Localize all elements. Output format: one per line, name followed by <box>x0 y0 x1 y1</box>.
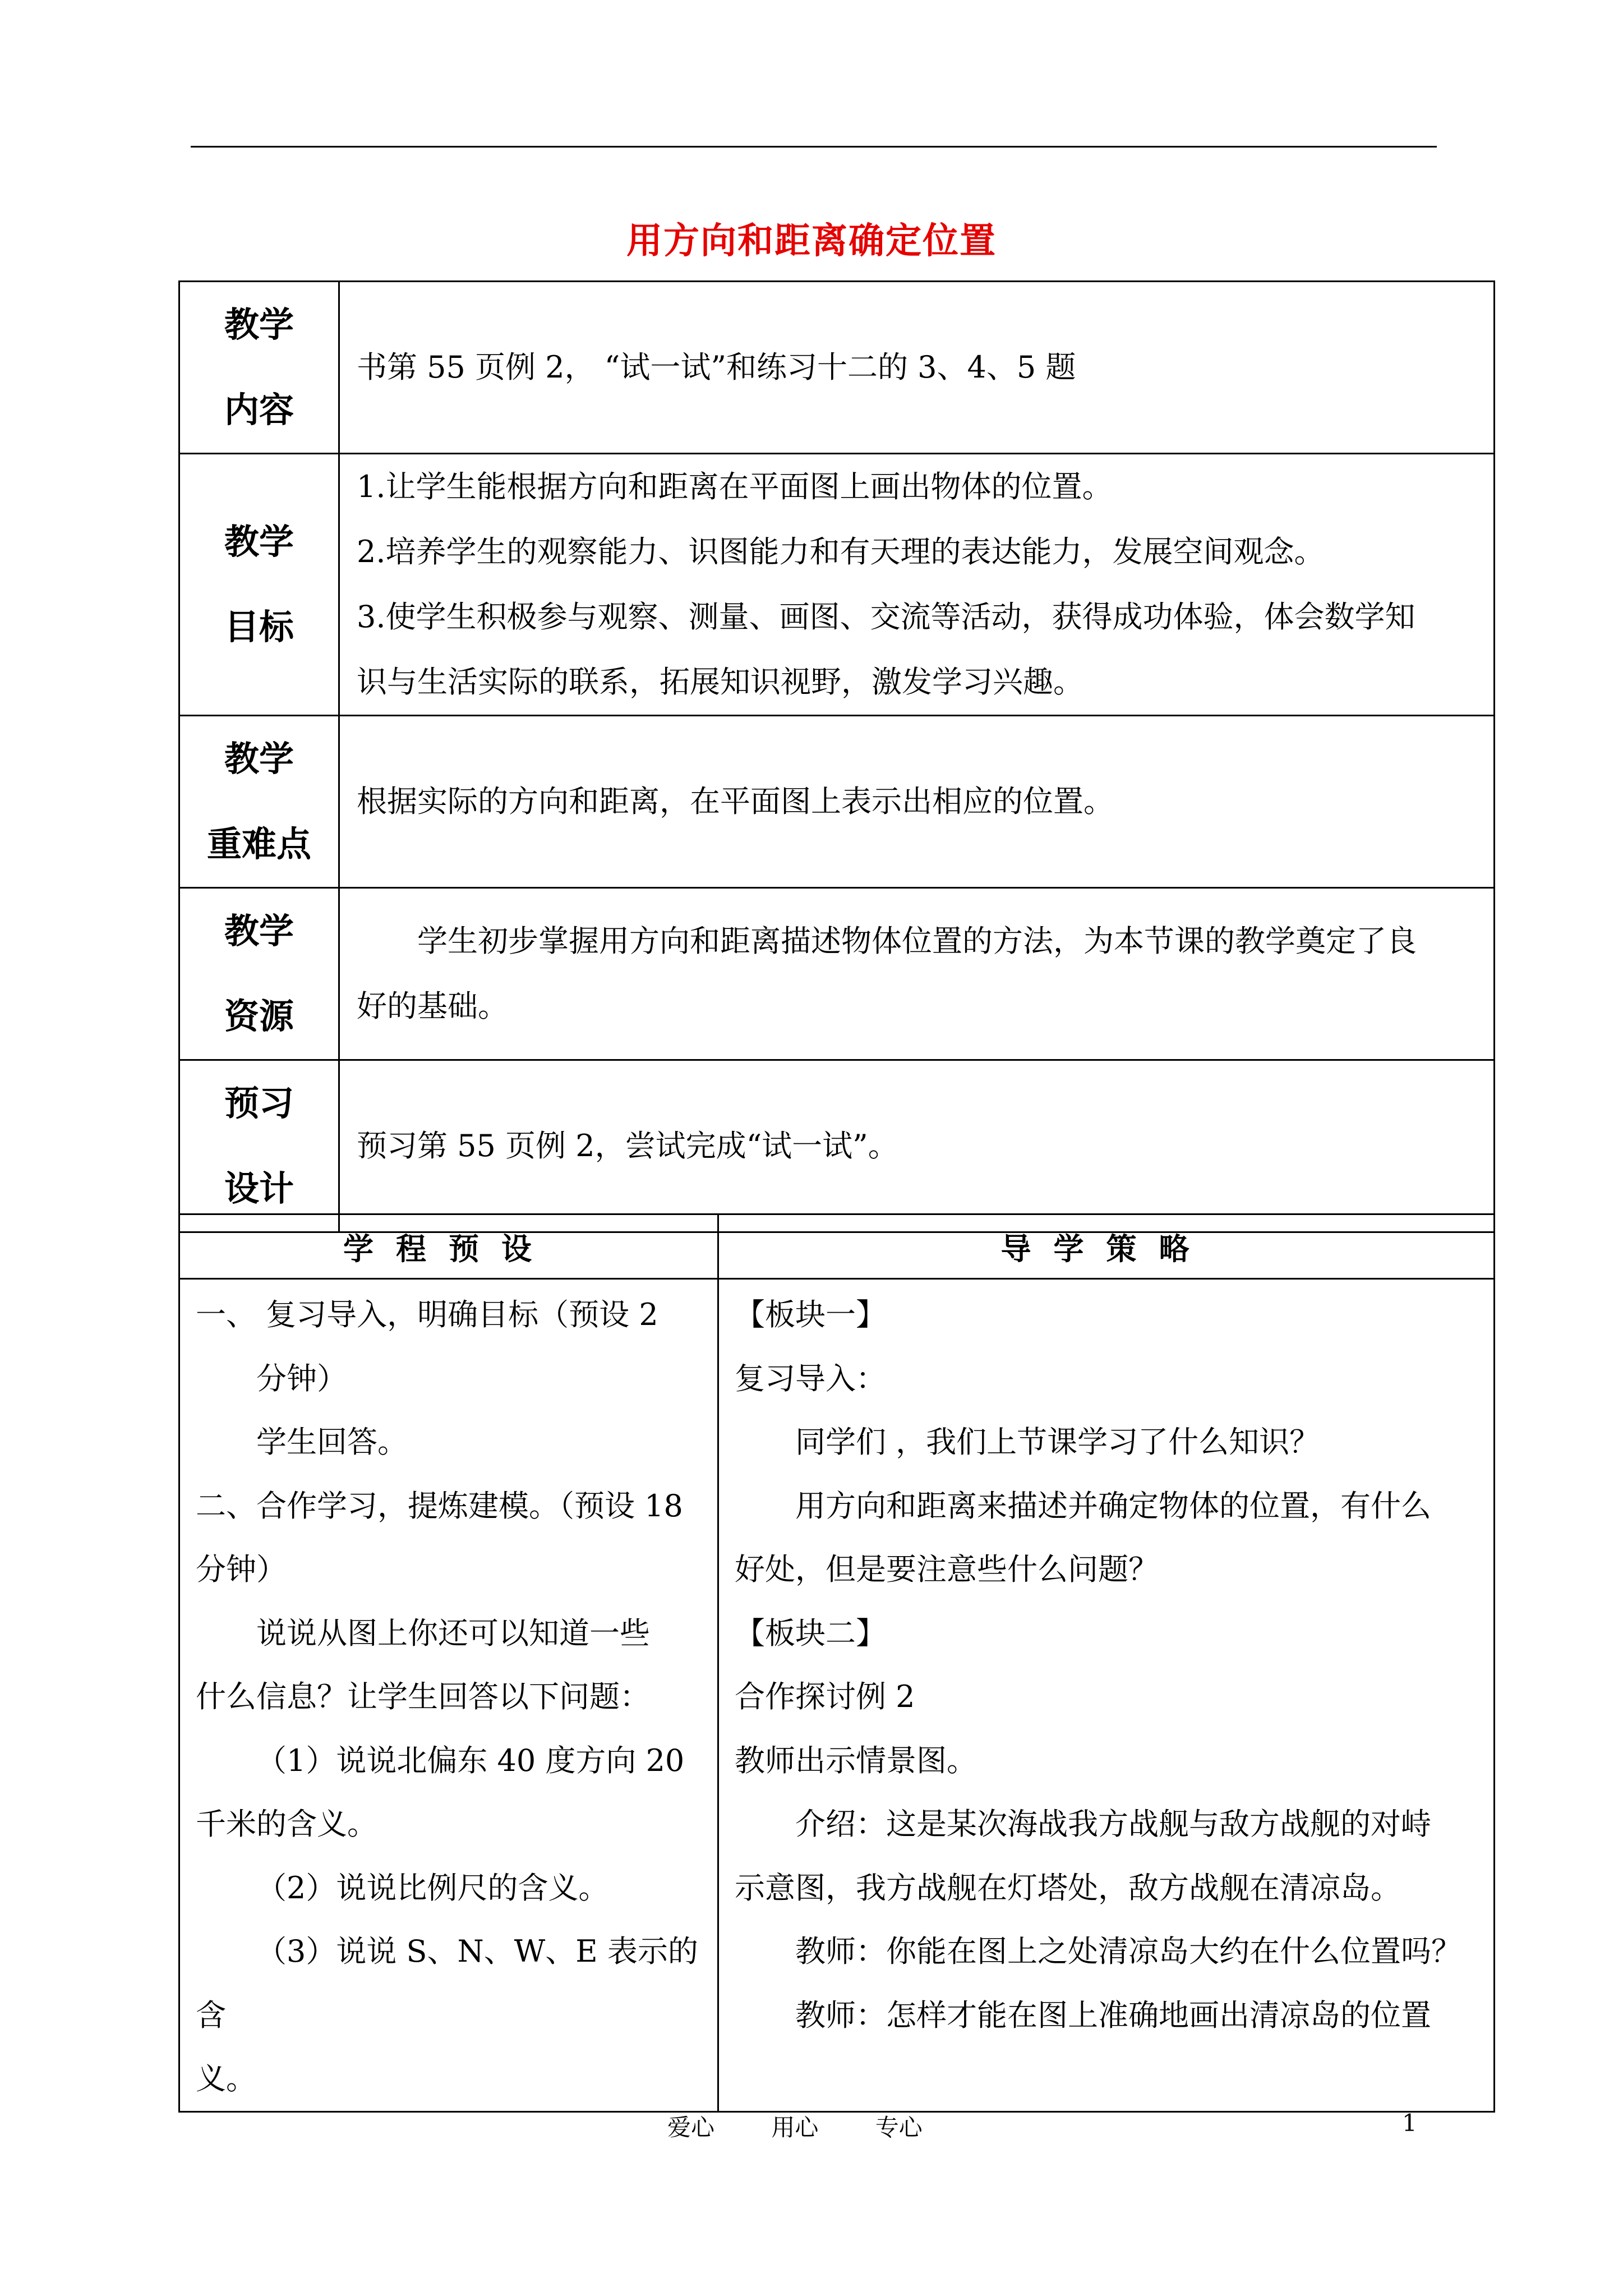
text-line: 一、 复习导入，明确目标（预设 2 <box>196 1297 658 1332</box>
motto-word: 专心 <box>875 2114 923 2141</box>
row-label-line: 教学 <box>224 521 294 562</box>
text-line: （1）说说北偏东 40 度方向 20 <box>256 1742 685 1778</box>
row-content <box>339 282 1495 454</box>
text-line: 什么信息？让学生回答以下问题： <box>196 1679 650 1714</box>
content-line: 学生初步掌握用方向和距离描述物体位置的方法，为本节课的教学奠定了良 <box>417 923 1417 959</box>
text-line: 示意图，我方战舰在灯塔处，敌方战舰在清凉岛。 <box>735 1870 1401 1906</box>
motto-word: 爱心 <box>667 2114 715 2141</box>
content-line: 书第 55 页例 2， “试一试”和练习十二的 3、4、5 题 <box>357 349 1076 385</box>
left-column-header: 学程预设 <box>179 1214 718 1279</box>
row-label-line: 教学 <box>224 304 294 345</box>
info-row-content <box>179 282 1495 454</box>
left-column-body <box>179 1279 718 2112</box>
content-line: 预习第 55 页例 2，尝试完成“试一试”。 <box>357 1128 898 1163</box>
row-label-line: 重难点 <box>206 823 311 864</box>
info-row-resources <box>179 888 1495 1060</box>
row-label-line: 目标 <box>224 606 294 647</box>
text-line: （3）说说 S、N、W、E 表示的含 <box>196 1934 698 2033</box>
text-line: 义。 <box>196 2061 256 2096</box>
right-column-body <box>718 1279 1495 2112</box>
text-line: 分钟） <box>196 1552 287 1587</box>
row-label-line: 资源 <box>224 996 294 1037</box>
process-header-row <box>179 1214 1495 1279</box>
row-label <box>179 454 339 716</box>
row-label-line: 教学 <box>224 738 294 779</box>
text-line: 复习导入： <box>735 1360 886 1396</box>
text-line: 教师出示情景图。 <box>735 1742 977 1778</box>
content-line: 1.让学生能根据方向和距离在平面图上画出物体的位置。 <box>357 469 1113 504</box>
motto-word: 用心 <box>771 2114 819 2141</box>
text-line: 千米的含义。 <box>196 1806 377 1842</box>
text-line: 好处，但是要注意些什么问题？ <box>735 1552 1159 1587</box>
text-line: 教师：你能在图上之处清凉岛大约在什么位置吗？ <box>795 1934 1461 1969</box>
text-line: 学生回答。 <box>256 1424 408 1460</box>
text-line: 用方向和距离来描述并确定物体的位置，有什么 <box>795 1488 1431 1524</box>
text-line: 【板块二】 <box>735 1615 886 1651</box>
text-line: 同学们 ，我们上节课学习了什么知识？ <box>795 1424 1320 1460</box>
row-content <box>339 888 1495 1060</box>
content-line: 好的基础。 <box>357 988 508 1024</box>
row-label-line: 内容 <box>224 389 294 430</box>
row-label-line: 设计 <box>224 1168 294 1209</box>
text-line: 介绍：这是某次海战我方战舰与敌方战舰的对峙 <box>795 1806 1431 1842</box>
page-title: 用方向和距离确定位置 <box>626 220 997 262</box>
text-line: 教师：怎样才能在图上准确地画出清凉岛的位置 <box>795 1997 1431 2033</box>
text-line: 【板块一】 <box>735 1297 886 1332</box>
content-line: 3.使学生积极参与观察、测量、画图、交流等活动，获得成功体验，体会数学知 <box>357 599 1415 634</box>
text-line: 合作探讨例 2 <box>735 1679 915 1714</box>
row-label <box>179 888 339 1060</box>
text-line: 二、合作学习，提炼建模。（预设 18 <box>196 1488 683 1524</box>
info-row-key-points <box>179 716 1495 888</box>
row-label-line: 预习 <box>224 1083 294 1124</box>
row-label-line: 教学 <box>224 910 294 951</box>
row-label <box>179 282 339 454</box>
row-content <box>339 1060 1495 1232</box>
content-line: 识与生活实际的联系，拓展知识视野，激发学习兴趣。 <box>357 664 1083 700</box>
footer-motto <box>667 2109 972 2143</box>
text-line: 分钟） <box>256 1360 347 1396</box>
process-body-row <box>179 1279 1495 2112</box>
text-line: （2）说说比例尺的含义。 <box>256 1870 609 1906</box>
row-content <box>339 716 1495 888</box>
right-column-header: 导学策略 <box>718 1214 1495 1279</box>
info-row-preview <box>179 1060 1495 1232</box>
row-label <box>179 1060 339 1232</box>
content-line: 2.培养学生的观察能力、识图能力和有天理的表达能力，发展空间观念。 <box>357 534 1325 569</box>
row-label <box>179 716 339 888</box>
header-rule <box>191 146 1437 148</box>
info-row-goals <box>179 454 1495 716</box>
content-line: 根据实际的方向和距离，在平面图上表示出相应的位置。 <box>357 784 1114 819</box>
row-content <box>339 454 1495 716</box>
lesson-info-table <box>178 280 1495 1233</box>
page-number: 1 <box>1402 2109 1417 2137</box>
text-line: 说说从图上你还可以知道一些 <box>256 1615 650 1651</box>
process-table <box>178 1213 1495 2113</box>
